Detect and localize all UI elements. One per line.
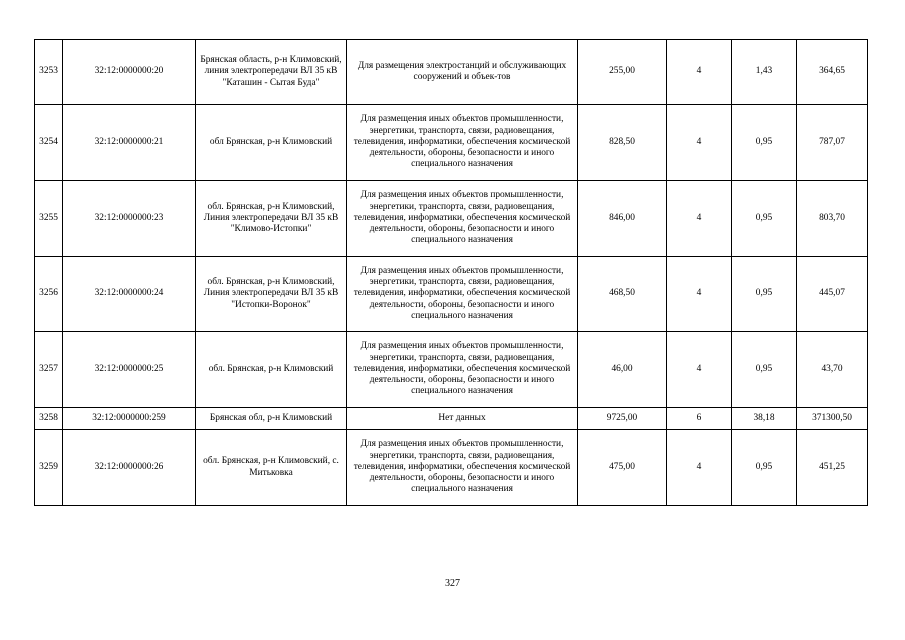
group-cell: 4 [667,430,732,506]
table-row [35,40,868,105]
table-row [35,430,868,506]
rate-cell: 38,18 [732,408,797,430]
cadastral-table [34,39,868,506]
row-number: 3254 [35,105,63,181]
cadastral-number: 32:12:0000000:24 [63,257,196,332]
cadastral-number: 32:12:0000000:21 [63,105,196,181]
row-number: 3253 [35,40,63,105]
group-cell: 4 [667,257,732,332]
land-use-cell: Для размещения иных объектов промышленности, энергетики, транспорта, связи, радиовещания, телевидения, информатики, обеспечения космической деятельности, обороны, безопасности и иного специального назначения [347,332,578,408]
location-cell: обл. Брянская, р-н Климовский, Линия электропередачи ВЛ 35 кВ "Климово-Истопки" [196,181,347,257]
land-use-cell: Для размещения иных объектов промышленности, энергетики, транспорта, связи, радиовещания, телевидения, информатики, обеспечения космической деятельности, обороны, безопасности и иного специального назначения [347,181,578,257]
rate-cell: 1,43 [732,40,797,105]
rate-cell: 0,95 [732,430,797,506]
cadastral-number: 32:12:0000000:259 [63,408,196,430]
rate-cell: 0,95 [732,105,797,181]
area-cell: 9725,00 [578,408,667,430]
group-cell: 4 [667,40,732,105]
cost-cell: 803,70 [797,181,868,257]
location-cell: Брянская обл, р-н Климовский [196,408,347,430]
land-use-cell: Для размещения иных объектов промышленности, энергетики, транспорта, связи, радиовещания, телевидения, информатики, обеспечения космической деятельности, обороны, безопасности и иного специального назначения [347,430,578,506]
row-number: 3258 [35,408,63,430]
row-number: 3255 [35,181,63,257]
page-number: 327 [445,578,460,589]
group-cell: 6 [667,408,732,430]
row-number: 3259 [35,430,63,506]
rate-cell: 0,95 [732,332,797,408]
rate-cell: 0,95 [732,181,797,257]
group-cell: 4 [667,105,732,181]
cost-cell: 787,07 [797,105,868,181]
area-cell: 255,00 [578,40,667,105]
cost-cell: 43,70 [797,332,868,408]
location-cell: обл. Брянская, р-н Климовский [196,332,347,408]
area-cell: 475,00 [578,430,667,506]
cadastral-number: 32:12:0000000:20 [63,40,196,105]
location-cell: обл. Брянская, р-н Климовский, Линия электропередачи ВЛ 35 кВ "Истопки-Воронок" [196,257,347,332]
land-use-cell: Для размещения иных объектов промышленности, энергетики, транспорта, связи, радиовещания, телевидения, информатики, обеспечения космической деятельности, обороны, безопасности и иного специального назначения [347,105,578,181]
cost-cell: 451,25 [797,430,868,506]
table-row [35,408,868,430]
table-row [35,332,868,408]
location-cell: обл Брянская, р-н Климовский [196,105,347,181]
table-row [35,257,868,332]
land-use-cell: Нет данных [347,408,578,430]
land-use-cell: Для размещения электростанций и обслуживающих сооружений и объек-тов [347,40,578,105]
cadastral-number: 32:12:0000000:23 [63,181,196,257]
row-number: 3257 [35,332,63,408]
area-cell: 468,50 [578,257,667,332]
table-row [35,181,868,257]
location-cell: Брянская область, р-н Климовский, линия электропередачи ВЛ 35 кВ "Каташин - Сытая Буда" [196,40,347,105]
table-row [35,105,868,181]
group-cell: 4 [667,181,732,257]
row-number: 3256 [35,257,63,332]
cost-cell: 445,07 [797,257,868,332]
cost-cell: 371300,50 [797,408,868,430]
cadastral-number: 32:12:0000000:26 [63,430,196,506]
location-cell: обл. Брянская, р-н Климовский, с. Митьковка [196,430,347,506]
cost-cell: 364,65 [797,40,868,105]
area-cell: 846,00 [578,181,667,257]
cadastral-number: 32:12:0000000:25 [63,332,196,408]
table-body [35,40,868,506]
land-use-cell: Для размещения иных объектов промышленности, энергетики, транспорта, связи, радиовещания, телевидения, информатики, обеспечения космической деятельности, обороны, безопасности и иного специального назначения [347,257,578,332]
rate-cell: 0,95 [732,257,797,332]
group-cell: 4 [667,332,732,408]
area-cell: 828,50 [578,105,667,181]
area-cell: 46,00 [578,332,667,408]
